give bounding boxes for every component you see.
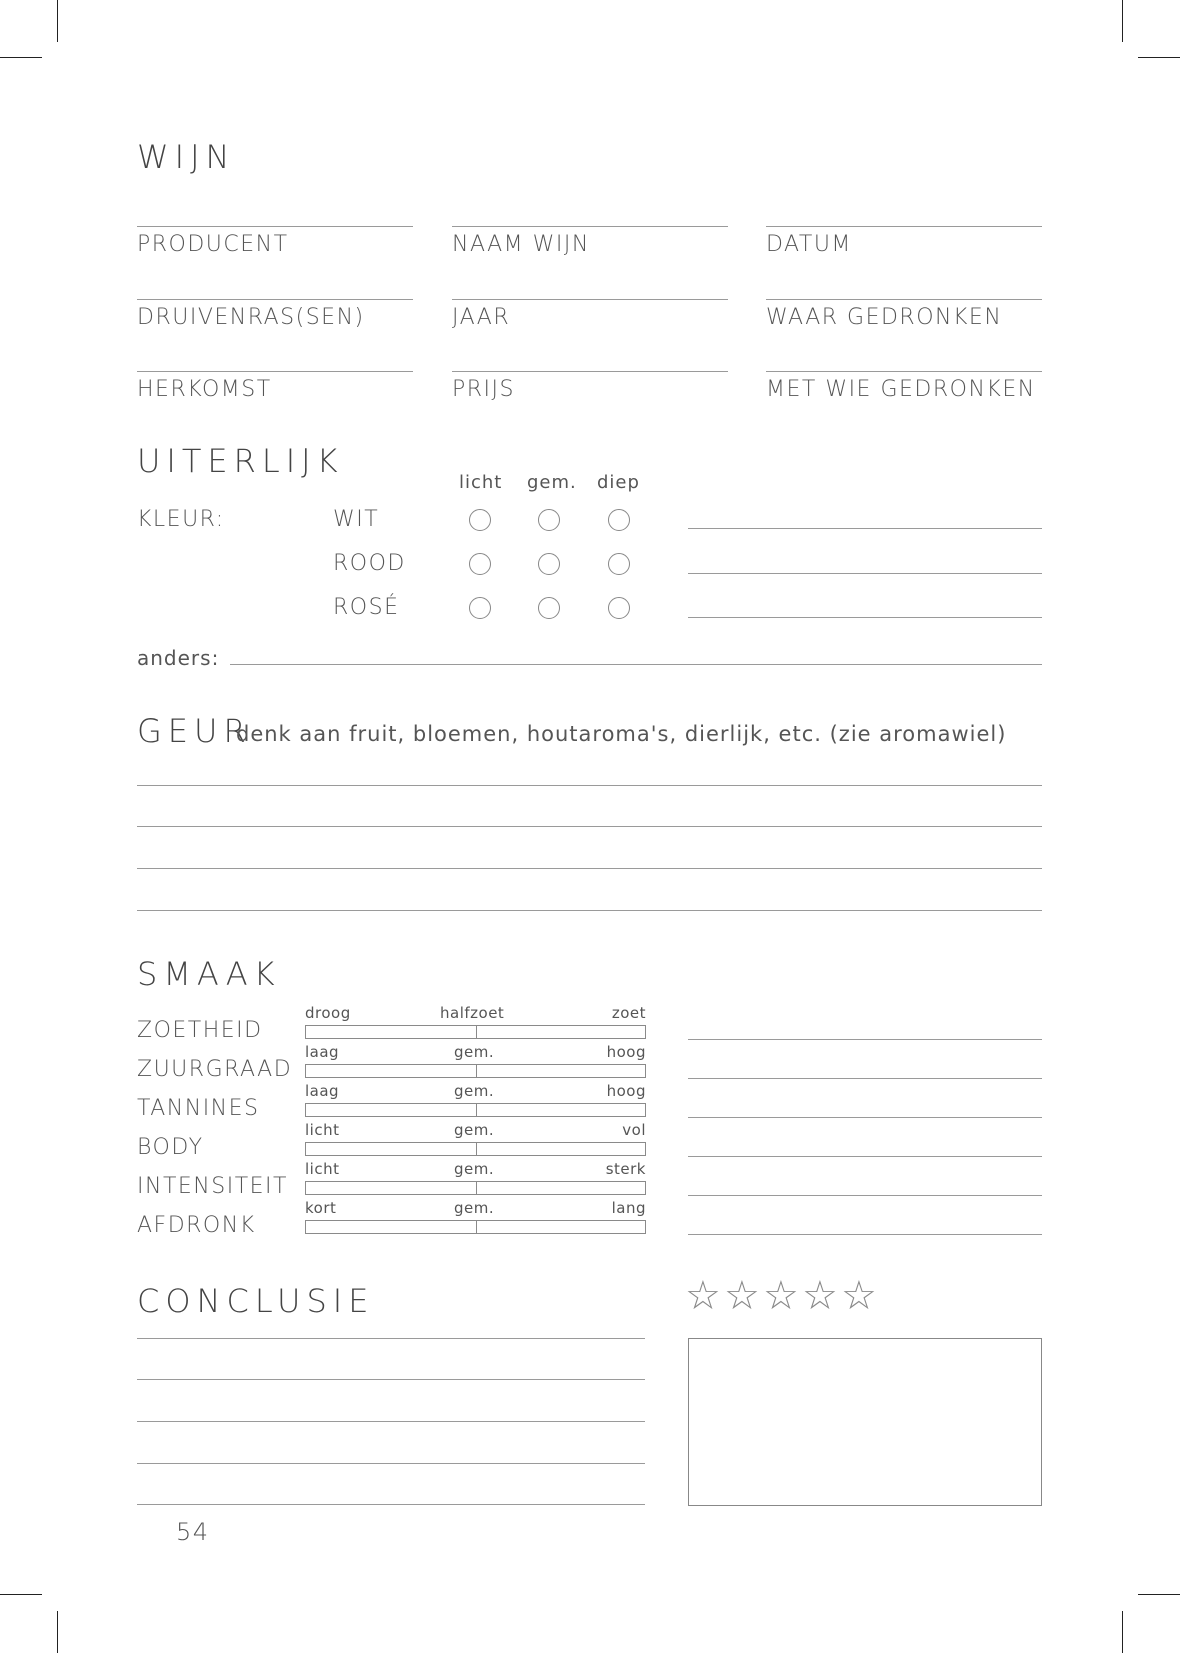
kleur-label: KLEUR: (137, 507, 225, 532)
conclusie-heading: CONCLUSIE (137, 1282, 375, 1320)
radio-rood-licht[interactable] (469, 553, 491, 575)
geur-line[interactable] (137, 868, 1042, 869)
crop-mark (0, 1594, 42, 1595)
scale-right: sterk (605, 1160, 646, 1178)
smaak-label-intensiteit: INTENSITEIT (137, 1174, 288, 1199)
field-line[interactable] (452, 299, 728, 300)
smaak-label-tannines: TANNINES (137, 1096, 260, 1121)
scale-bar-tannines[interactable] (305, 1103, 646, 1117)
field-line[interactable] (452, 371, 728, 372)
conclusie-line[interactable] (137, 1504, 645, 1505)
rating-star-icon[interactable]: ☆ (763, 1273, 799, 1319)
field-line[interactable] (452, 226, 728, 227)
field-line[interactable] (766, 371, 1042, 372)
radio-rose-diep[interactable] (608, 597, 630, 619)
scale-mid: gem. (454, 1043, 495, 1061)
scale-right: vol (622, 1121, 646, 1139)
smaak-note-line[interactable] (688, 1117, 1042, 1118)
color-note-line[interactable] (688, 573, 1042, 574)
scale-right: zoet (611, 1004, 646, 1022)
scale-left: licht (305, 1160, 340, 1178)
scale-left: droog (305, 1004, 351, 1022)
smaak-note-line[interactable] (688, 1195, 1042, 1196)
geur-hint: denk aan fruit, bloemen, houtaroma's, dierlijk, etc. (zie aromawiel) (236, 722, 1007, 746)
radio-rose-gem[interactable] (538, 597, 560, 619)
field-label-herkomst: HERKOMST (137, 377, 272, 402)
field-label-druivenras: DRUIVENRAS(SEN) (137, 305, 365, 330)
smaak-note-line[interactable] (688, 1039, 1042, 1040)
field-label-naam-wijn: NAAM WIJN (452, 232, 590, 257)
field-label-waar-gedronken: WAAR GEDRONKEN (766, 305, 1003, 330)
smaak-note-line[interactable] (688, 1078, 1042, 1079)
field-label-met-wie-gedronken: MET WIE GEDRONKEN (766, 377, 1036, 402)
crop-mark (1138, 1594, 1180, 1595)
anders-label: anders: (137, 646, 220, 670)
crop-mark (57, 1611, 58, 1653)
scale-right: lang (611, 1199, 646, 1217)
smaak-label-zoetheid: ZOETHEID (137, 1018, 263, 1043)
field-label-jaar: JAAR (452, 305, 511, 330)
scale-mid: gem. (454, 1082, 495, 1100)
field-line[interactable] (137, 226, 413, 227)
color-label-wit: WIT (333, 507, 380, 532)
radio-wit-diep[interactable] (608, 509, 630, 531)
crop-mark (0, 57, 42, 58)
color-label-rood: ROOD (333, 551, 406, 576)
scale-bar-body[interactable] (305, 1142, 646, 1156)
radio-wit-gem[interactable] (538, 509, 560, 531)
intensity-label-gem: gem. (527, 472, 577, 493)
scale-bar-zuurgraad[interactable] (305, 1064, 646, 1078)
scale-bar-afdronk[interactable] (305, 1220, 646, 1234)
page-number: 54 (176, 1518, 210, 1546)
radio-rood-gem[interactable] (538, 553, 560, 575)
smaak-heading: SMAAK (137, 955, 281, 993)
scale-left: licht (305, 1121, 340, 1139)
radio-rose-licht[interactable] (469, 597, 491, 619)
scale-left: laag (305, 1043, 340, 1061)
anders-line[interactable] (230, 664, 1042, 665)
scale-bar-zoetheid[interactable] (305, 1025, 646, 1039)
crop-mark (57, 0, 58, 42)
scale-right: hoog (606, 1043, 646, 1061)
field-line[interactable] (766, 226, 1042, 227)
crop-mark (1122, 1611, 1123, 1653)
radio-rood-diep[interactable] (608, 553, 630, 575)
geur-heading: GEUR (137, 712, 252, 750)
conclusie-line[interactable] (137, 1421, 645, 1422)
smaak-label-afdronk: AFDRONK (137, 1213, 256, 1238)
wijn-heading: WIJN (137, 138, 236, 176)
smaak-note-line[interactable] (688, 1234, 1042, 1235)
geur-line[interactable] (137, 785, 1042, 786)
field-label-producent: PRODUCENT (137, 232, 289, 257)
scale-mid: halfzoet (440, 1004, 505, 1022)
label-sticker-box[interactable] (688, 1338, 1042, 1506)
rating-star-icon[interactable]: ☆ (685, 1273, 721, 1319)
crop-mark (1122, 0, 1123, 42)
smaak-note-line[interactable] (688, 1156, 1042, 1157)
conclusie-line[interactable] (137, 1338, 645, 1339)
field-line[interactable] (137, 299, 413, 300)
intensity-label-diep: diep (597, 472, 640, 493)
geur-line[interactable] (137, 826, 1042, 827)
color-note-line[interactable] (688, 617, 1042, 618)
scale-right: hoog (606, 1082, 646, 1100)
scale-mid: gem. (454, 1121, 495, 1139)
conclusie-line[interactable] (137, 1379, 645, 1380)
scale-left: kort (305, 1199, 337, 1217)
scale-bar-intensiteit[interactable] (305, 1181, 646, 1195)
color-note-line[interactable] (688, 528, 1042, 529)
smaak-label-body: BODY (137, 1135, 204, 1160)
rating-star-icon[interactable]: ☆ (841, 1273, 877, 1319)
field-label-datum: DATUM (766, 232, 852, 257)
smaak-label-zuurgraad: ZUURGRAAD (137, 1057, 293, 1082)
uiterlijk-heading: UITERLIJK (137, 442, 344, 480)
field-line[interactable] (766, 299, 1042, 300)
rating-star-icon[interactable]: ☆ (724, 1273, 760, 1319)
conclusie-line[interactable] (137, 1463, 645, 1464)
scale-mid: gem. (454, 1199, 495, 1217)
scale-left: laag (305, 1082, 340, 1100)
field-line[interactable] (137, 371, 413, 372)
radio-wit-licht[interactable] (469, 509, 491, 531)
rating-star-icon[interactable]: ☆ (802, 1273, 838, 1319)
crop-mark (1138, 57, 1180, 58)
geur-line[interactable] (137, 910, 1042, 911)
field-label-prijs: PRIJS (452, 377, 515, 402)
intensity-label-licht: licht (459, 472, 503, 493)
color-label-rose: ROSÉ (333, 595, 400, 620)
scale-mid: gem. (454, 1160, 495, 1178)
